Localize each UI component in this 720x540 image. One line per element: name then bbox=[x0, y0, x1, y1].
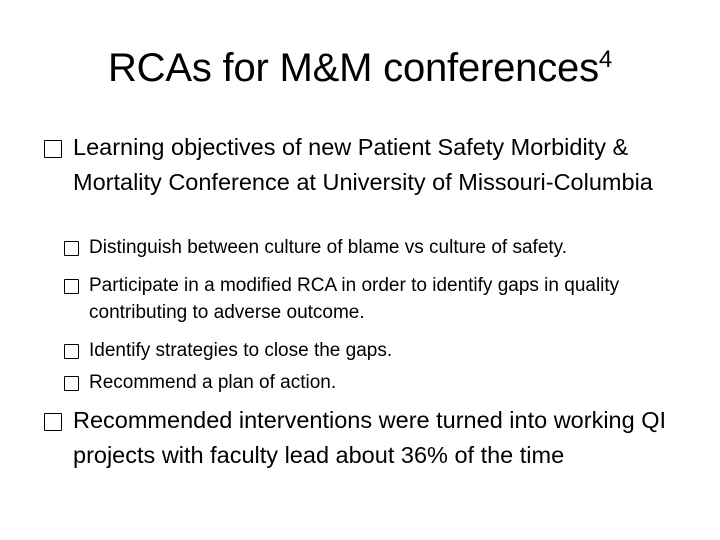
subbullet-participate bbox=[64, 272, 684, 326]
subbullet-identify-strategies bbox=[64, 337, 684, 364]
bullet-recommended-interventions bbox=[42, 403, 682, 473]
bullet-text: Recommended interventions were turned into working QI projects with faculty lead about 36% of the time bbox=[73, 407, 667, 468]
subbullet-text: Distinguish between culture of blame vs culture of safety. bbox=[89, 237, 568, 258]
checkbox-bullet-icon bbox=[44, 413, 62, 431]
checkbox-bullet-icon bbox=[64, 376, 79, 391]
subbullet-text: Participate in a modified RCA in order to identify gaps in quality contributing to adverse outcome. bbox=[89, 275, 620, 323]
subbullet-recommend-plan bbox=[64, 369, 684, 396]
checkbox-bullet-icon bbox=[64, 241, 79, 256]
checkbox-bullet-icon bbox=[64, 279, 79, 294]
checkbox-bullet-icon bbox=[64, 344, 79, 359]
bullet-text: Learning objectives of new Patient Safety Morbidity & Mortality Conference at University of Missouri-Columbia bbox=[73, 134, 653, 195]
title-text: RCAs for M&M conferences bbox=[107, 46, 599, 90]
subbullet-text: Recommend a plan of action. bbox=[89, 372, 337, 393]
title-superscript: 4 bbox=[598, 46, 613, 73]
subbullet-distinguish bbox=[64, 234, 684, 261]
bullet-learning-objectives bbox=[42, 130, 682, 200]
checkbox-bullet-icon bbox=[44, 140, 62, 158]
subbullet-text: Identify strategies to close the gaps. bbox=[89, 340, 393, 361]
slide-title bbox=[0, 38, 720, 98]
